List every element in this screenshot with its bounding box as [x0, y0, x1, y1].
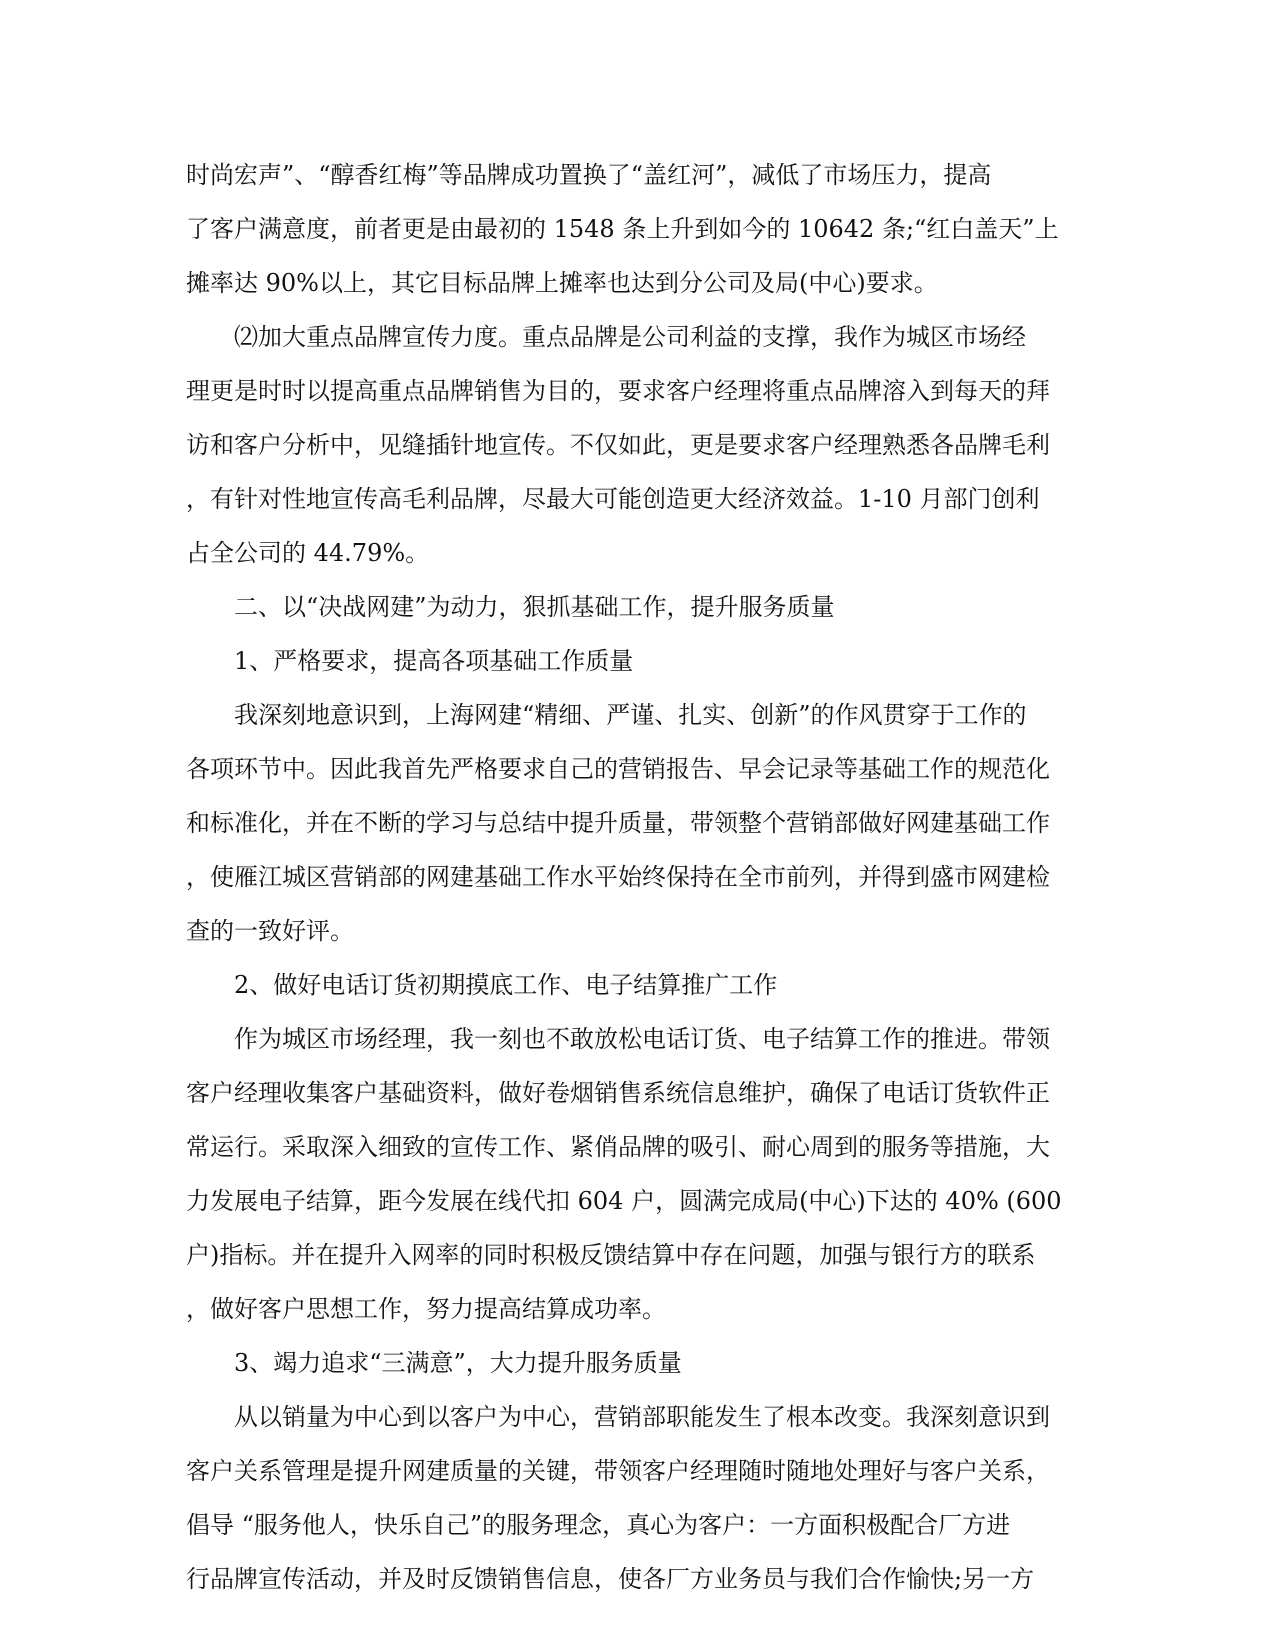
text-line: ，做好客户思想工作，努力提高结算成功率。 — [186, 1295, 666, 1323]
text-line: 访和客户分析中，见缝插针地宣传。不仅如此，更是要求客户经理熟悉各品牌毛利 — [186, 431, 1050, 459]
document-body — [186, 158, 1086, 1616]
text-line: 户)指标。并在提升入网率的同时积极反馈结算中存在问题，加强与银行方的联系 — [186, 1241, 1036, 1269]
text-line: 时尚宏声”、“醇香红梅”等品牌成功置换了“盖红河”，减低了市场压力，提高 — [186, 161, 992, 189]
text-line: 力发展电子结算，距今发展在线代扣 604 户，圆满完成局(中心)下达的 40% (600 — [186, 1187, 1062, 1215]
text-line: 常运行。采取深入细致的宣传工作、紧俏品牌的吸引、耐心周到的服务等措施，大 — [186, 1133, 1050, 1161]
text-line: 理更是时时以提高重点品牌销售为目的，要求客户经理将重点品牌溶入到每天的拜 — [186, 377, 1050, 405]
text-line: ⑵加大重点品牌宣传力度。重点品牌是公司利益的支撑，我作为城区市场经 — [234, 323, 1026, 351]
text-line: 占全公司的 44.79%。 — [186, 539, 430, 567]
text-line: 1、严格要求，提高各项基础工作质量 — [234, 647, 634, 675]
text-line: ，有针对性地宣传高毛利品牌，尽最大可能创造更大经济效益。1-10 月部门创利 — [186, 485, 1040, 513]
text-line: 摊率达 90%以上，其它目标品牌上摊率也达到分公司及局(中心)要求。 — [186, 269, 938, 297]
text-line: 我深刻地意识到，上海网建“精细、严谨、扎实、创新”的作风贯穿于工作的 — [234, 701, 1027, 729]
text-line: 和标准化，并在不断的学习与总结中提升质量，带领整个营销部做好网建基础工作 — [186, 809, 1050, 837]
text-line: 3、竭力追求“三满意”，大力提升服务质量 — [234, 1349, 682, 1377]
text-line: 作为城区市场经理，我一刻也不敢放松电话订货、电子结算工作的推进。带领 — [234, 1025, 1050, 1053]
text-line: 了客户满意度，前者更是由最初的 1548 条上升到如今的 10642 条;“红白盖天”上 — [186, 215, 1059, 243]
text-line: 行品牌宣传活动，并及时反馈销售信息，使各厂方业务员与我们合作愉快;另一方 — [186, 1565, 1035, 1593]
text-line: ，使雁江城区营销部的网建基础工作水平始终保持在全市前列，并得到盛市网建检 — [186, 863, 1050, 891]
text-line: 客户经理收集客户基础资料，做好卷烟销售系统信息维护，确保了电话订货软件正 — [186, 1079, 1050, 1107]
text-line: 二、以“决战网建”为动力，狠抓基础工作，提升服务质量 — [234, 593, 835, 621]
text-line: 查的一致好评。 — [186, 917, 354, 945]
text-line: 各项环节中。因此我首先严格要求自己的营销报告、早会记录等基础工作的规范化 — [186, 755, 1050, 783]
text-line: 客户关系管理是提升网建质量的关键，带领客户经理随时随地处理好与客户关系， — [186, 1457, 1050, 1485]
text-line: 从以销量为中心到以客户为中心，营销部职能发生了根本改变。我深刻意识到 — [234, 1403, 1050, 1431]
text-line: 2、做好电话订货初期摸底工作、电子结算推广工作 — [234, 971, 778, 999]
text-line: 倡导 “服务他人，快乐自己”的服务理念，真心为客户：一方面积极配合厂方进 — [186, 1511, 1011, 1539]
